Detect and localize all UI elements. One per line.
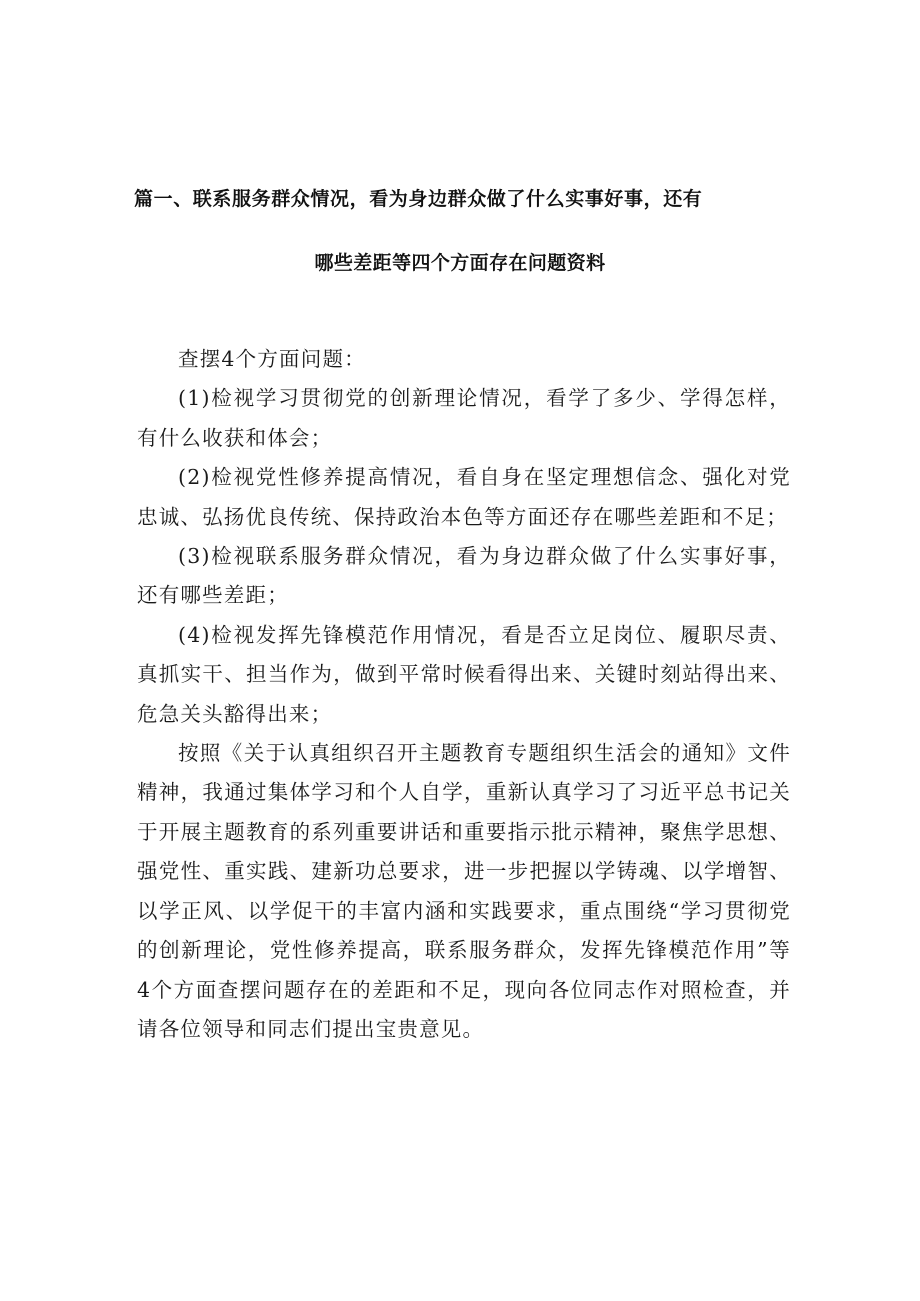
paragraph-intro: 查摆4个方面问题： xyxy=(178,347,366,371)
paragraph-item-3: (3)检视联系服务群众情况，看为身边群众做了什么实事好事，还有哪些差距； xyxy=(137,544,791,608)
paragraph-item-4: (4)检视发挥先锋模范作用情况，看是否立足岗位、履职尽责、真抓实干、担当作为，做到平常时候看得出来、关键时刻站得出来、危急关头豁得出来； xyxy=(137,622,791,726)
document-body xyxy=(137,340,791,1049)
paragraph-item-1: (1)检视学习贯彻党的创新理论情况，看学了多少、学得怎样，有什么收获和体会； xyxy=(137,386,791,450)
paragraph-summary: 按照《关于认真组织召开主题教育专题组织生活会的通知》文件精神，我通过集体学习和个人自学，重新认真学习了习近平总书记关于开展主题教育的系列重要讲话和重要指示批示精神，聚焦学思想、强党性、重实践、建新功总要求，进一步把握以学铸魂、以学增智、以学正风、以学促干的丰富内涵和实践要求，重点围绕“学习贯彻党的创新理论，党性修养提高，联系服务群众，发挥先锋模范作用”等4个方面查摆问题存在的差距和不足，现向各位同志作对照检查，并请各位领导和同志们提出宝贵意见。 xyxy=(137,741,791,1041)
document-title-line-2: 哪些差距等四个方面存在问题资料 xyxy=(314,252,606,274)
document-title-line-1: 篇一、联系服务群众情况，看为身边群众做了什么实事好事，还有 xyxy=(134,188,703,210)
paragraph-item-2: (2)检视党性修养提高情况，看自身在坚定理想信念、强化对党忠诚、弘扬优良传统、保持政治本色等方面还存在哪些差距和不足； xyxy=(137,465,791,529)
